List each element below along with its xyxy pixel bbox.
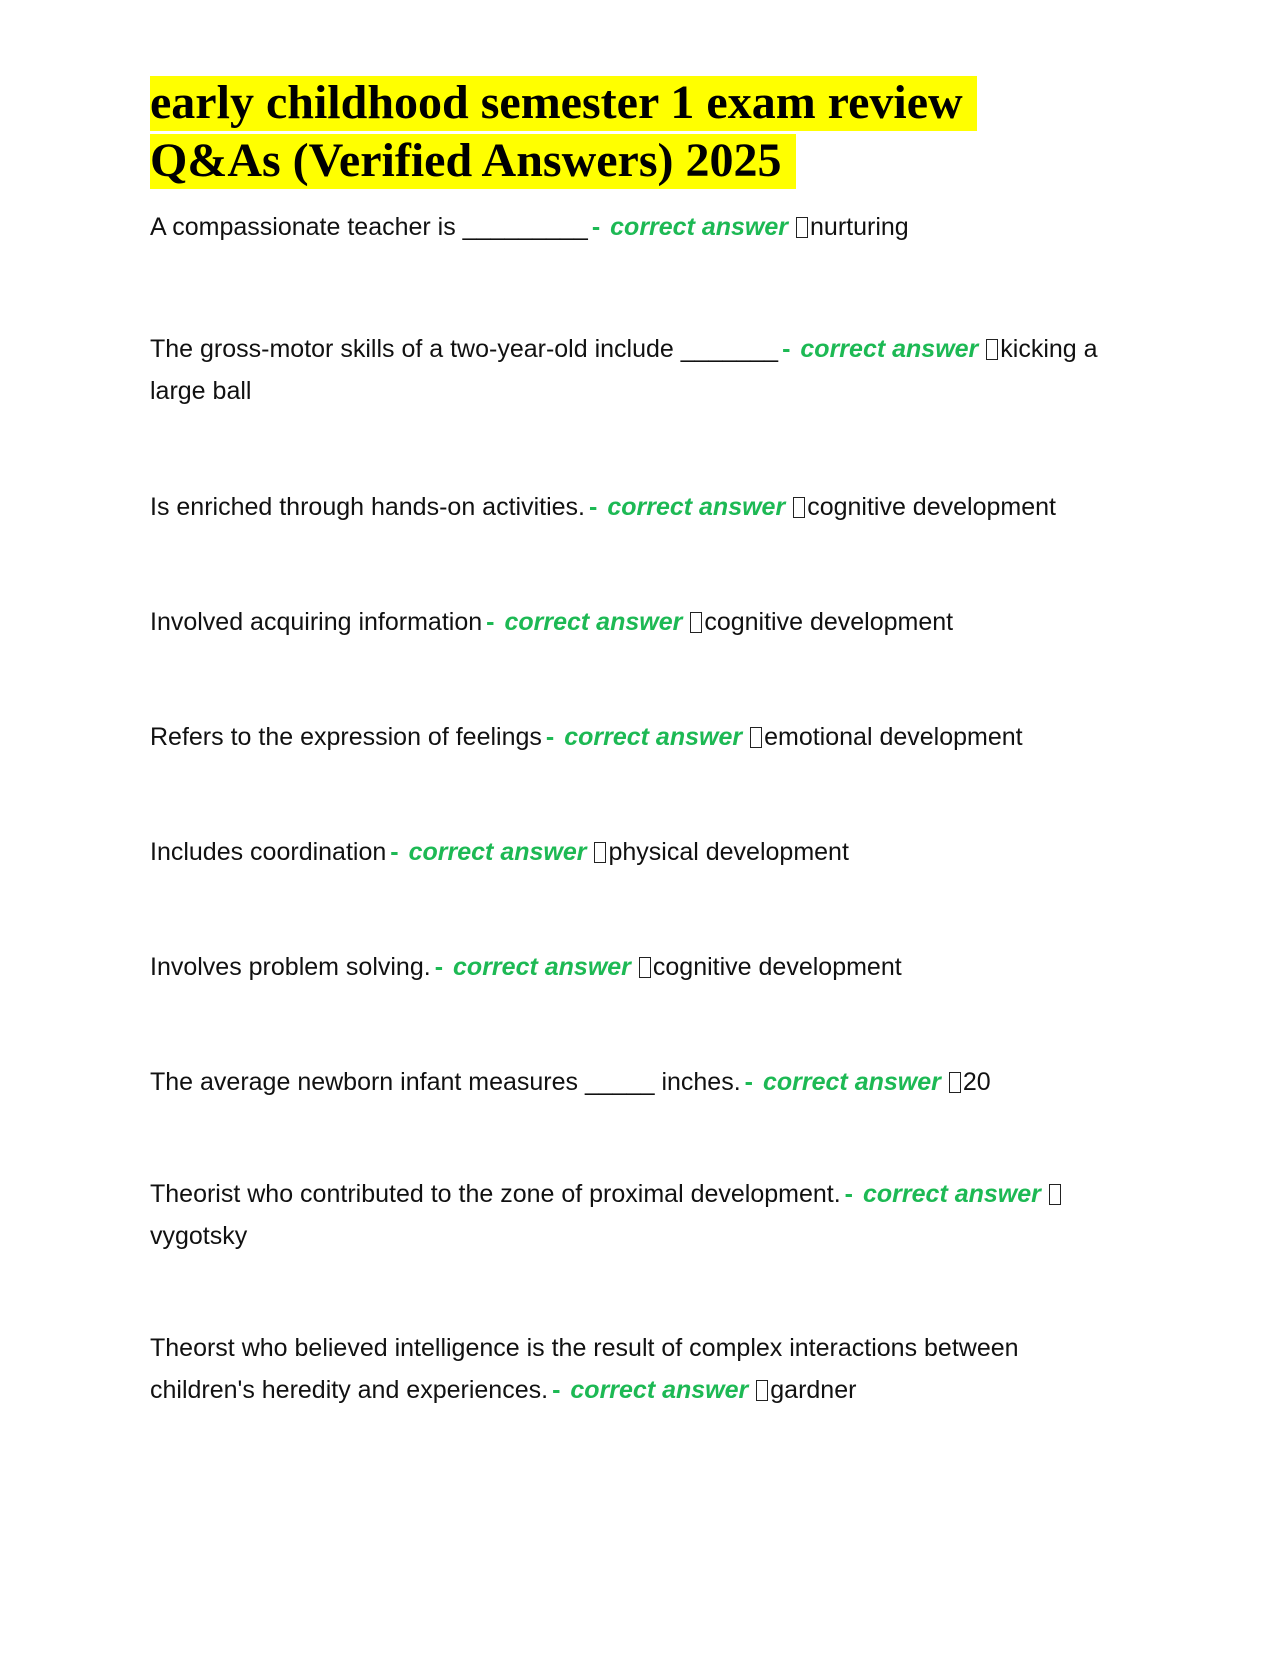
correct-answer-label: correct answer xyxy=(607,493,786,521)
answer-separator: - xyxy=(486,608,495,636)
question-text: Includes coordination xyxy=(150,838,387,866)
question-text: Refers to the expression of feelings xyxy=(150,723,542,751)
correct-answer-label: correct answer xyxy=(564,723,743,751)
document-title xyxy=(150,74,1030,190)
missing-glyph-icon xyxy=(1049,1184,1061,1205)
answer-text: cognitive development xyxy=(704,608,954,636)
answer-separator: - xyxy=(591,213,601,241)
answer-text: kicking a large ball xyxy=(150,335,1098,405)
qa-item xyxy=(150,486,1130,528)
correct-answer-label: correct answer xyxy=(453,953,631,981)
qa-item xyxy=(150,328,1130,412)
qa-item xyxy=(150,1061,1130,1103)
answer-separator: - xyxy=(782,335,791,363)
answer-text: 20 xyxy=(962,1068,991,1096)
answer-text: emotional development xyxy=(764,723,1023,751)
correct-answer-label: correct answer xyxy=(408,838,587,866)
answer-separator: - xyxy=(844,1180,853,1208)
question-text: Involves problem solving. xyxy=(150,953,431,981)
answer-text: gardner xyxy=(770,1376,857,1404)
question-text: Involved acquiring information xyxy=(150,608,483,636)
answer-separator: - xyxy=(545,723,555,751)
missing-glyph-icon xyxy=(594,842,606,863)
missing-glyph-icon xyxy=(639,957,651,978)
missing-glyph-icon xyxy=(756,1380,768,1401)
question-text: Theorst who believed intelligence is the result of complex interactions between children's heredity and experiences. xyxy=(150,1334,1019,1404)
answer-text: cognitive development xyxy=(652,953,902,981)
qa-item xyxy=(150,601,1130,643)
correct-answer-label: correct answer xyxy=(504,608,683,636)
answer-separator: - xyxy=(744,1068,753,1096)
answer-text: cognitive development xyxy=(807,493,1056,521)
correct-answer-label: correct answer xyxy=(762,1068,941,1096)
question-text: The average newborn infant measures _____ inches. xyxy=(150,1068,741,1096)
qa-item xyxy=(150,1327,1130,1411)
missing-glyph-icon xyxy=(793,497,805,518)
title-highlight: early childhood semester 1 exam review Q&As (Verified Answers) 2025 xyxy=(150,76,977,189)
missing-glyph-icon xyxy=(750,727,762,748)
question-text: The gross-motor skills of a two-year-old include _______ xyxy=(150,335,779,363)
question-text: Is enriched through hands-on activities. xyxy=(150,493,585,521)
question-text: Theorist who contributed to the zone of proximal development. xyxy=(150,1180,841,1208)
answer-separator: - xyxy=(390,838,399,866)
question-text: A compassionate teacher is _________ xyxy=(150,213,588,241)
answer-separator: - xyxy=(588,493,598,521)
answer-separator: - xyxy=(434,953,444,981)
correct-answer-label: correct answer xyxy=(863,1180,1041,1208)
missing-glyph-icon xyxy=(949,1072,961,1093)
qa-item xyxy=(150,206,1130,248)
qa-item xyxy=(150,946,1130,988)
correct-answer-label: correct answer xyxy=(800,335,979,363)
correct-answer-label: correct answer xyxy=(610,213,789,241)
answer-separator: - xyxy=(552,1376,561,1404)
missing-glyph-icon xyxy=(796,217,808,238)
correct-answer-label: correct answer xyxy=(570,1376,749,1404)
answer-text: physical development xyxy=(608,838,849,866)
missing-glyph-icon xyxy=(986,339,998,360)
answer-text: vygotsky xyxy=(150,1222,248,1250)
answer-text: nurturing xyxy=(810,213,909,241)
qa-item xyxy=(150,831,1130,873)
missing-glyph-icon xyxy=(690,612,702,633)
qa-item xyxy=(150,716,1130,758)
qa-item xyxy=(150,1173,1130,1257)
